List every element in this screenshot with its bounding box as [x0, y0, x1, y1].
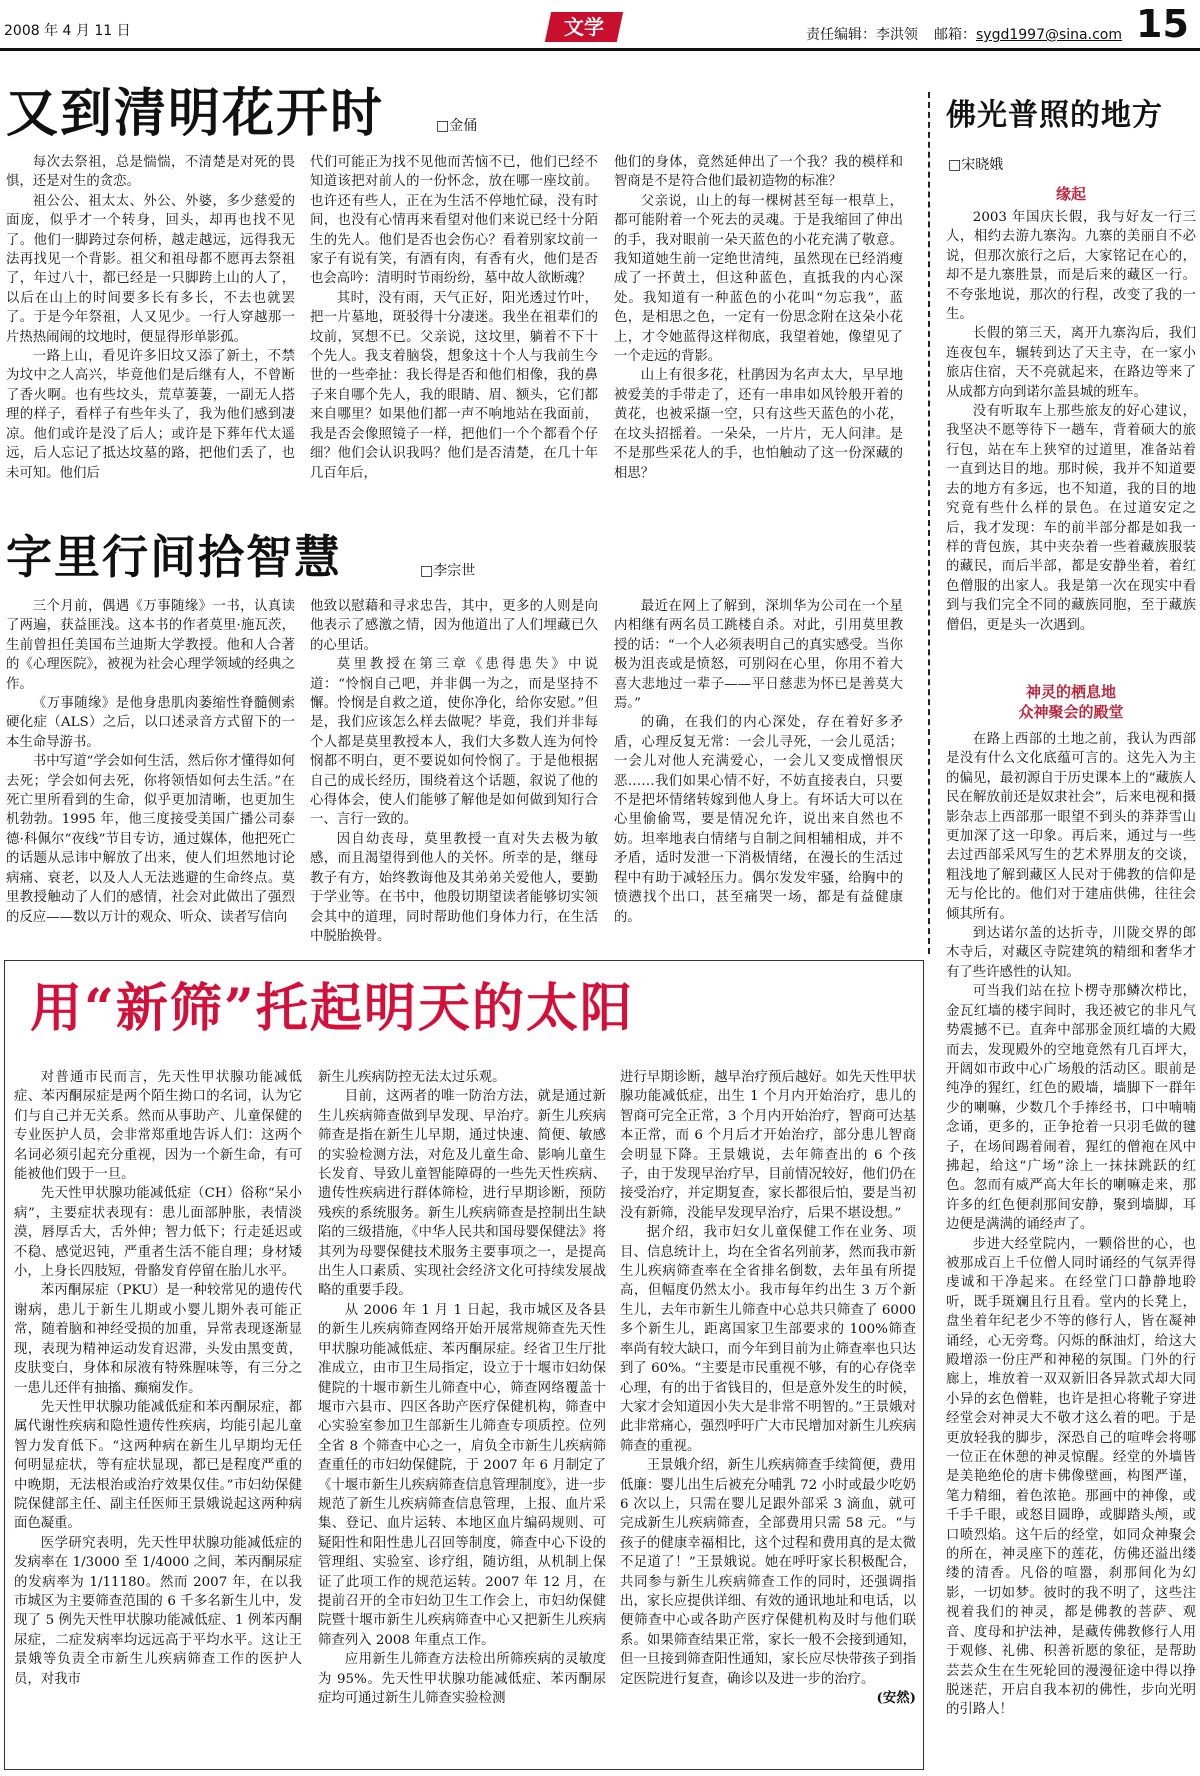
- paragraph: 一路上山，看见许多旧坟又添了新土，不禁为坟中之人高兴，毕竟他们是后继有人，不曾断了香火啊。也有些坟头，荒草萋萋，一副无人搭理的样子，看样子有些年头了，我为他们感到凄凉。他们或许是没了后人；或许是下葬年代太遥远，后人忘记了抵达坟墓的路，把他们丢了，也未可知。他们后: [6, 349, 295, 481]
- header-rule: [0, 48, 1200, 51]
- paragraph: 进行早期诊断，越早治疗预后越好。如先天性甲状腺功能减低症，出生 1 个月内开始治疗，患儿的智商可完全正常，3 个月内开始治疗，智商可达基本正常，而 6 个月后才开始治疗，部分患儿智商会明显下降。王景娥说，去年筛查出的 6 个孩子，由于发现早治疗早，目前情况较好，他们仍在接受治疗，并定期复查，家长都很后怕，要是当初没有新筛，没能早发现早治疗，后果不堪设想。”: [620, 1070, 916, 1221]
- paragraph: 对普通市民而言，先天性甲状腺功能减低症、苯丙酮尿症是两个陌生拗口的名词，认为它们与自己并无关系。然而从事助产、儿童保健的专业医护人员，会非常郑重地告诉人们：这两个名词必须引起充分重视，因为一个新生命，有可能被他们毁于一旦。: [14, 1070, 302, 1183]
- paragraph: 王景娥介绍，新生儿疾病筛查手续简便，费用低廉：婴儿出生后被充分哺乳 72 小时或最少吃奶 6 次以上，只需在婴儿足跟外部采 3 滴血，就可完成新生儿疾病筛查，全部费用只需 58 元。“与孩子的健康幸福相比，这个过程和费用真的是太微不足道了！”王景娥说。她在呼吁家长积极配合，共同参与新生儿疾病筛查工作的同时，还强调指出，家长应提供详细、有效的通讯地址和电话，以便筛查中心或各助产医疗保健机构及时与他们联系。如果筛查结果正常，家长一般不会接到通知，但一旦接到筛查阳性通知，家长应尽快带孩子到指定医院进行复查，确诊以及进一步的治疗。: [620, 1458, 916, 1687]
- paragraph: 的确，在我们的内心深处，存在着好多矛盾，心理反复无常：一会儿寻死，一会儿觅活；一会儿对他人充满爱心，一会儿又变成憎恨厌恶……我们如果心情不好，不妨直接表白，只要不是把坏情绪转嫁到他人身上。有坏话大可以在心里偷偷骂，要是情况允许，说出来自然也不妨。坦率地表白情绪与自制之间相辅相成，并不矛盾，适时发泄一下消极情绪，在漫长的生活过程中有助于减轻压力。偶尔发发牢骚，给胸中的愤懑找个出口，甚至痛哭一场，都是有益健康的。: [614, 715, 903, 925]
- paragraph: 2003 年国庆长假，我与好友一行三人，相约去游九寨沟。九寨的美丽自不必说，但那次旅行之后，大家铭记在心的，却不是九寨胜景，而是后来的藏区一行。不夸张地说，那次的行程，改变了我的一生。: [946, 210, 1196, 323]
- article1-col1: [6, 153, 295, 533]
- article1-byline: □金俑: [436, 118, 478, 134]
- article4-subhead-temple: 众神聚会的殿堂: [1018, 703, 1124, 721]
- section-tag: 文学: [564, 15, 604, 39]
- paragraph: 他致以慰藉和寻求忠告，其中，更多的人则是向他表示了感激之情，因为他道出了人们埋藏已久的心里话。: [310, 599, 598, 653]
- article3-author: (安然): [876, 1690, 916, 1706]
- article1-col2: [310, 153, 598, 533]
- paragraph: 没有听取车上那些旅友的好心建议，我坚决不愿等待下一趟车，背着硕大的旅行包，站在车上狭窄的过道里，准备站着一直到达目的地。那时候，我并不知道要去的地方有多远，也不知道，我的目的地究竟有些什么样的景色。在过道安定之后，我才发现：车的前半部分都是如我一样的背包族，其中夹杂着一些着藏族服装的藏民，而后半部，都是安静坐着，着红色僧服的出家人。我是第一次在现实中看到与我们完全不同的藏族同胞，至于藏族僧侣，更是头一次遇到。: [946, 404, 1196, 633]
- article3-col2: [318, 1068, 606, 1768]
- paragraph: 父亲说，山上的每一棵树甚至每一根草上，都可能附着一个死去的灵魂。于是我缩回了伸出的手，我对眼前一朵天蓝色的小花充满了敬意。我知道她生前一定绝世清纯，虽然现在已经消瘦成了一抔黄土，但这种蓝色，直抵我的内心深处。我知道有一种蓝色的小花叫“勿忘我”，蓝色，是相思之色，一定有一份思念附在这朵小花上，才令她蓝得这样彻底，我望着她，像望见了一个走远的背影。: [614, 193, 903, 365]
- paragraph: 医学研究表明，先天性甲状腺功能减低症的发病率在 1/3000 至 1/4000 之间，苯丙酮尿症的发病率为 1/11180。然而 2007 年，在以我市城区为主要筛查范围的 6 千多名新生儿中，发现了 5 例先天性甲状腺功能减低症、1 例苯丙酮尿症，二症发病率均远远高于平均水平。这让王景娥等负责全市新生儿疾病筛查工作的医护人员，对我市: [14, 1535, 302, 1687]
- article4-title: 佛光普照的地方: [946, 98, 1163, 133]
- paragraph: 最近在网上了解到，深圳华为公司在一个星内相继有两名员工跳楼自杀。对此，引用莫里教授的话：“一个人必须表明自己的真实感受。当你极为沮丧或是愤怒，可别闷在心里，你用不着大喜大悲地过一辈子——平日慈悲为怀已是善莫大焉。”: [614, 599, 903, 712]
- article2-col3: [614, 597, 903, 947]
- article2-title: 字里行间拾智慧: [6, 530, 342, 584]
- paragraph: 莫里教授在第三章《患得患失》中说道：“怜悯自己吧，并非偶一为之，而是坚持不懈。怜悯是自救之道，使你净化，给你安慰。”但是，我们应该怎么样去做呢？毕竟，我们并非每个人都是莫里教授本人，我们大多数人连为何怜悯都不明白，更不要说如何怜悯了。于是他根据自己的成长经历，围绕着这个话题，叙说了他的心得体会，使人们能够了解他是如何做到知行合一、言行一致的。: [310, 657, 598, 828]
- paragraph: 书中写道“学会如何生活，然后你才懂得如何去死；学会如何去死，你将领悟如何去生活。”在死亡里所看到的生命，似乎更加清晰，也更加生机勃勃。1995 年，他三度接受美国广播公司泰德·科佩尔“夜线”节目专访，通过媒体，他把死亡的话题从忌讳中解放了出来，使人们坦然地讨论病痛、衰老，以及人人无法逃避的生命终点。莫里教授触动了人们的感情，社会对此做出了强烈的反应——数以万计的观众、听众、读者写信向: [6, 754, 295, 925]
- issue-date: 2008 年 4 月 11 日: [4, 23, 131, 39]
- article2-col1: [6, 597, 295, 947]
- article4-section1: [946, 208, 1196, 678]
- paragraph: 可当我们站在拉卜楞寺那鳞次栉比，金瓦红墙的楼宇间时，我还被它的非凡气势震撼不已。直奔中部那金顶红墙的大殿而去，发现殿外的空地竟然有几百坪大，开阔如市政中心广场般的活动区。眼前是纯净的猩红，红色的殿墙，墙脚下一群年少的喇嘛，少数几个手捧经书，口中喃喃念诵，更多的，正争抢着一只羽毛做的毽子，在场间踢着闹着，猩红的僧袍在风中拂起，给这“广场”涂上一抹抹跳跃的红色。忽而有威严高大年长的喇嘛走来，那许多的红色便刹那间安静，聚到墙脚，耳边便是满满的诵经声了。: [946, 984, 1196, 1233]
- paragraph: 山上有很多花，杜鹃因为名声太大，早早地被爱美的手带走了，还有一串串如风铃般开着的黄花，也被采撷一空，只有这些天蓝色的小花，在坟头招摇着。一朵朵，一片片，无人问津。是不是那些采花人的手，也怕触动了这一份深藏的相思？: [614, 368, 903, 481]
- email-link[interactable]: sygd1997@sina.com: [976, 27, 1122, 43]
- email-label: 邮箱：: [934, 27, 976, 43]
- paragraph: 祖公公、祖太太、外公、外婆，多少慈爱的面庞，似乎才一个转身，回头，却再也找不见了。他们一脚跨过奈何桥，越走越远，远得我无法再找见一个背影。祖父和祖母都不愿再去祭祖了，年过八十，都已经是一只脚跨上山的人了，以后在山上的时间要多长有多长，不去也就罢了。于是今年祭祖，人又见少。一行人穿越那一片热热闹闹的坟地时，便显得形单影孤。: [6, 193, 295, 345]
- article1-title: 又到清明花开时: [6, 83, 385, 144]
- paragraph: 三个月前，偶遇《万事随缘》一书，认真读了两遍，获益匪浅。这本书的作者莫里·施瓦茨，生前曾担任美国布兰迪斯大学教授。他和人合著的《心理医院》，被视为社会心理学领域的经典之作。: [6, 599, 295, 692]
- paragraph: 到达诺尔盖的达折寺，川陇交界的郎木寺后，对藏区寺院建筑的精细和奢华才有了些许感性的认知。: [946, 926, 1196, 980]
- article4-subhead-origin: 缘起: [1055, 185, 1086, 203]
- article2-col2: [310, 597, 598, 947]
- paragraph: 新生儿疾病防控无法太过乐观。: [318, 1070, 506, 1085]
- paragraph: 因自幼丧母，莫里教授一直对失去极为敏感，而且渴望得到他人的关怀。所幸的是，继母教子有方，始终教诲他及其弟弟关爱他人，要勤于学业等。在书中，他殷切期望读者能够切实领会其中的道理，同时帮助他们身体力行，在生活中脱胎换骨。: [310, 831, 598, 944]
- paragraph: 其时，没有雨，天气正好，阳光透过竹叶，把一片墓地，斑驳得十分凄迷。我坐在祖辈们的坟前，冥想不已。父亲说，这坟里，躺着不下十个先人。我支着脑袋，想象这十个人与我前生今世的一些牵扯：我长得是否和他们相像，我的鼻子来自哪个先人，我的眼睛、眉、额头，它们都来自哪里？如果他们都一声不响地站在我面前，我是否会像照镜子一样，把他们一个个都看个仔细？他们会认识我吗？他们是否清楚，在几十年几百年后，: [310, 290, 598, 481]
- page-number: 15: [1136, 2, 1189, 46]
- article3-col3: [620, 1068, 916, 1768]
- paragraph: 步进大经堂院内，一颗俗世的心，也被那成百上千位僧人同时诵经的气氛弄得虔诚和干净起来。在经堂门口静静地聆听，既手斑斓且行且看。堂内的长凳上，盘坐着年纪老少不等的修行人，皆在凝神诵经，心无旁骛。闪烁的酥油灯，给这大殿增添一份庄严和神秘的氛围。门外的行廊上，堆放着一双双新旧各异款式却大同小异的玄色僧鞋，也许是担心将靴子穿进经堂会对神灵大不敬才这么着的吧。于是更放轻我的脚步，深恐自己的喧哗会将哪一位正在休憩的神灵惊醒。经堂的外墙皆是美艳绝伦的唐卡佛像壁画，构图严谨，笔力精细，着色浓艳。那画中的神像，或千手千眼，或怒目圆睁，或脚踏头颅，或口喷烈焰。这午后的经堂，如同众神聚会的所在，神灵座下的莲花，仿佛还溢出缕缕的清香。凡俗的喧嚣，刹那间化为幻影，一切如梦。彼时的我不明了，这些注视着我们的神灵，都是佛教的菩萨、观音、度母和护法神，是藏传佛教修行人用于观修、礼佛、积善祈愿的象征，是帮助芸芸众生在生死轮回的漫漫征途中得以挣脱迷茫，开启自我本初的佛性，步向光明的引路人！: [946, 1236, 1196, 1718]
- paragraph: 苯丙酮尿症（PKU）是一种较常见的遗传代谢病，患儿于新生儿期或小婴儿期外表可能正常，随着脑和神经受损的加重，异常表现逐渐显现，表现为精神运动发育迟滞，头发由黑变黄，皮肤变白，身体和尿液有特殊腥味等，有三分之一患儿还伴有抽搐、癫痫发作。: [14, 1283, 302, 1396]
- editor-credit: 责任编辑：李洪领: [806, 27, 918, 43]
- paragraph: 先天性甲状腺功能减低症和苯丙酮尿症，都属代谢性疾病和隐性遗传性疾病，均能引起儿童智力发育低下。“这两种病在新生儿早期均无任何明显症状，等有症状显现，都已是程度严重的中晚期，无法根治或治疗效果仅佳。”市妇幼保健院保健部主任、副主任医师王景娥说起这两种病面色凝重。: [14, 1399, 302, 1532]
- column-divider: [928, 92, 930, 954]
- paragraph: 目前，这两者的唯一防治方法，就是通过新生儿疾病筛查做到早发现、早治疗。新生儿疾病筛查是指在新生儿早期，通过快速、简便、敏感的实验检测方法，对危及儿童生命、影响儿童生长发育、导致儿童智能障碍的一些先天性疾病、遗传性疾病进行群体筛检，进行早期诊断，预防残疾的系统服务。新生儿疾病筛查是控制出生缺陷的三级措施，《中华人民共和国母婴保健法》将其列为母婴保健技术服务主要事项之一，是提高出生人口素质、实现社会经济文化可持续发展战略的重要手段。: [318, 1089, 606, 1299]
- paragraph: 从 2006 年 1 月 1 日起，我市城区及各县的新生儿疾病筛查网络开始开展常规筛查先天性甲状腺功能减低症、苯丙酮尿症。经省卫生厅批准成立，由市卫生局指定，设立于十堰市妇幼保健院的十堰市新生儿筛查中心，筛查网络覆盖十堰市六县市、四区各助产医疗保健机构，筛查中心实验室参加卫生部新生儿筛查专项质控。位列全省 8 个筛查中心之一，肩负全市新生儿疾病筛查重任的市妇幼保健院，于 2007 年 6 月制定了《十堰市新生儿疾病筛查信息管理制度》，进一步规范了新生儿疾病筛查信息管理，上报、血片采集、登记、血片运转、本地区血片编码规则、可疑阳性和阳性患儿召回等制度，筛查中心下设的管理组、实验室、诊疗组，随访组，从机制上保证了此项工作的规范运转。2007 年 12 月，在提前召开的全市妇幼卫生工作会上，市妇幼保健院暨十堰市新生儿疾病筛查中心又把新生儿疾病筛查列入 2008 年重点工作。: [318, 1302, 606, 1648]
- paragraph: 先天性甲状腺功能减低症（CH）俗称“呆小病”，主要症状表现有：患儿面部肿胀，表情淡漠，唇厚舌大，舌外伸；智力低下；行走延迟或不稳、感觉迟钝，严重者生活不能自理；身材矮小，上身长四肢短，骨骼发育停留在胎儿水平。: [14, 1186, 302, 1280]
- article3-title: 用“新筛”托起明天的太阳: [30, 978, 634, 1039]
- article1-col3: [614, 153, 903, 533]
- article4-section2: [946, 730, 1196, 1770]
- article4-byline: □宋晓娥: [948, 157, 1004, 173]
- article3-col1: [14, 1068, 302, 1768]
- paragraph: 代们可能正为找不见他而苦恼不已，他们已经不知道该把对前人的一份怀念，放在哪一座坟前。也许还有些人，正在为生活不停地忙碌，没有时间，也没有心情再来看望对他们来说已经十分陌生的先人。他们是否也会伤心？看着别家坟前一家子有说有笑，有酒有肉，有香有火，他们是否也会高吟：清明时节雨纷纷，墓中故人欲断魂？: [310, 155, 598, 287]
- paragraph: 《万事随缘》是他身患肌肉萎缩性脊髓侧索硬化症（ALS）之后，以口述录音方式留下的一本生命导游书。: [6, 696, 295, 750]
- paragraph: 他们的身体，竟然延伸出了一个我？我的模样和智商是不是符合他们最初造物的标准？: [614, 155, 903, 190]
- article4-subhead-spirits: 神灵的栖息地: [1025, 683, 1116, 701]
- paragraph: 应用新生儿筛查方法检出所筛疾病的灵敏度为 95%。先天性甲状腺功能减低症、苯丙酮尿症均可通过新生儿筛查实验检测: [318, 1652, 606, 1706]
- paragraph: 据介绍，我市妇女儿童保健工作在业务、项目、信息统计上，均在全省名列前茅，然而我市新生儿疾病筛查率在全省排名倒数，去年虽有所提高，但幅度仍然太小。我市每年约出生 3 万个新生儿，去年市新生儿筛查中心总共只筛查了 6000 多个新生儿，距离国家卫生部要求的 100%筛查率尚有较大缺口，而今年到目前为止筛查率也只达到了 60%。“主要是市民重视不够，有的心存侥幸心理，有的出于省钱目的，但是意外发生的时候，大家才会知道因小失大是非常不明智的。”王景娥对此非常痛心，强烈呼吁广大市民增加对新生儿疾病筛查的重视。: [620, 1225, 916, 1454]
- article2-byline: □李宗世: [420, 563, 476, 579]
- paragraph: 每次去祭祖，总是惴惴，不清楚是对死的畏惧，还是对生的贪恋。: [6, 155, 295, 190]
- paragraph: 在路上西部的土地之前，我认为西部是没有什么文化底蕴可言的。这先入为主的偏见，最初源自于历史课本上的“藏族人民在解放前还是奴隶社会”，后来电视和摄影杂志上西部那一眼望不到头的莽莽雪山更加深了这一印象。再后来，通过与一些去过西部采风写生的艺术界朋友的交谈，粗浅地了解到藏区人民对于佛教的信仰是无与伦比的。他们对于建庙供佛，往往会倾其所有。: [946, 732, 1196, 922]
- paragraph: 长假的第三天，离开九寨沟后，我们连夜包车，辗转到达了天主寺，在一家小旅店住宿，天不亮就起来，在路边等来了从成都方向到诺尔盖县城的班车。: [946, 326, 1196, 400]
